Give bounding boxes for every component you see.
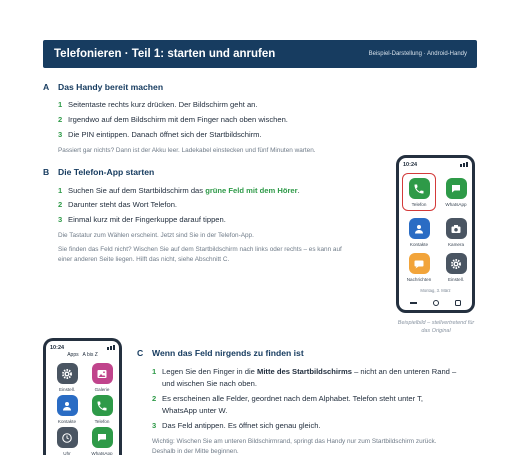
app-galerie[interactable] [85, 363, 119, 392]
back-icon[interactable] [410, 302, 417, 304]
hint-note: Sie finden das Feld nicht? Wischen Sie auf dem Startbildschirm nach links oder rechts – es kann auf einer anderen Seite liegen. Hilft das nicht, siehe Abschnitt C. [58, 246, 342, 263]
step-text: Das Feld antippen. Es öffnet sich genau gleich. [162, 421, 321, 430]
status-time: 10:24 [50, 344, 65, 351]
step-text: Suchen Sie auf dem Startbildschirm das grüne Feld mit dem Hörer. [68, 186, 300, 195]
section-letter: C [137, 348, 144, 358]
step-item [58, 185, 300, 197]
step-text: Einmal kurz mit der Fingerkuppe darauf tippen. [68, 215, 226, 224]
nav-bar [399, 300, 472, 306]
highlight-text: grüne Feld mit dem Hörer [205, 186, 298, 195]
app-label: Einstell. [447, 277, 465, 282]
app-label: Nachrichten [406, 277, 432, 282]
step-number: 1 [58, 186, 63, 195]
step-text: Die PIN eintippen. Danach öffnet sich der Startbildschirm. [68, 130, 262, 139]
section-b-heading [43, 167, 154, 177]
status-bar [50, 343, 115, 352]
app-label: WhatsApp [91, 451, 113, 455]
app-label: Telefon [411, 202, 427, 207]
image-icon [92, 363, 113, 384]
app-label: WhatsApp [445, 202, 467, 207]
page-title: Telefonieren · Teil 1: starten und anrufen [54, 48, 276, 60]
hint-note: Passiert gar nichts? Dann ist der Akku leer. Ladekabel einstecken und fünf Minuten warten. [58, 147, 316, 154]
page-subtitle: Beispiel-Darstellung · Android-Handy [368, 51, 467, 57]
home-icon[interactable] [433, 300, 439, 306]
app-whatsapp[interactable] [439, 178, 473, 207]
step-number: 2 [152, 394, 157, 403]
app-label: Kontakte [57, 419, 77, 424]
app-einstellungen[interactable] [50, 363, 84, 392]
app-uhr[interactable] [50, 427, 84, 455]
step-item [58, 129, 262, 141]
image-caption: Beispielbild – stellvertretend für das Original [397, 320, 475, 334]
step-item [152, 366, 456, 389]
step-number: 2 [58, 115, 63, 124]
gear-icon [446, 253, 467, 274]
clock-icon [57, 427, 78, 448]
step-text: Legen Sie den Finger in die Mitte des Startbildschirms – nicht an den unteren Rand – und wischen Sie nach oben. [162, 367, 457, 388]
step-text: Seitentaste rechts kurz drücken. Der Bildschirm geht an. [68, 100, 258, 109]
section-letter: B [43, 167, 50, 177]
step-item [152, 420, 321, 432]
section-a-heading [43, 82, 163, 92]
section-title: Wenn das Feld nirgends zu finden ist [152, 348, 304, 358]
step-item [58, 114, 288, 126]
date-text: Montag, 3. März [420, 288, 451, 293]
app-label: Kontakte [409, 242, 429, 247]
step-text: Irgendwo auf dem Bildschirm mit dem Finger nach oben wischen. [68, 115, 288, 124]
section-c-heading [137, 348, 304, 358]
app-list-header: Apps A bis Z [67, 352, 98, 358]
person-icon [57, 395, 78, 416]
hint-note: Die Tastatur zum Wählen erscheint. Jetzt sind Sie in der Telefon-App. [58, 232, 254, 239]
app-einstellungen[interactable] [439, 253, 473, 282]
step-number: 1 [58, 100, 63, 109]
status-time: 10:24 [403, 161, 418, 168]
signal-icon [107, 345, 115, 350]
chat-icon [92, 427, 113, 448]
section-title: Die Telefon-App starten [58, 167, 155, 177]
step-text: Es erscheinen alle Felder, geordnet nach dem Alphabet. Telefon steht unter T, WhatsApp unter W. [162, 394, 424, 415]
app-kamera[interactable] [439, 218, 473, 247]
section-letter: A [43, 82, 50, 92]
section-title: Das Handy bereit machen [58, 82, 164, 92]
phone-icon [409, 178, 430, 199]
message-icon [409, 253, 430, 274]
step-item [58, 99, 258, 111]
signal-icon [460, 162, 468, 167]
phone-icon [92, 395, 113, 416]
step-number: 2 [58, 200, 63, 209]
bold-text: Mitte des Startbildschirms [257, 367, 352, 376]
camera-icon [446, 218, 467, 239]
step-number: 3 [152, 421, 157, 430]
phone-app-list [43, 338, 122, 455]
app-kontakte[interactable] [402, 218, 436, 247]
app-nachrichten[interactable] [402, 253, 436, 282]
step-number: 3 [58, 215, 63, 224]
app-label: Galerie [94, 387, 110, 392]
recent-apps-icon[interactable] [455, 300, 461, 306]
app-whatsapp[interactable] [85, 427, 119, 455]
step-item [58, 214, 226, 226]
app-label: Einstell. [58, 387, 76, 392]
step-text: Darunter steht das Wort Telefon. [68, 200, 178, 209]
app-label: Telefon [94, 419, 110, 424]
step-number: 3 [58, 130, 63, 139]
step-number: 1 [152, 367, 157, 376]
phone-home-screen [396, 155, 475, 313]
chat-icon [446, 178, 467, 199]
page-header [43, 40, 477, 68]
app-label: Uhr [63, 451, 71, 455]
app-label: Kamera [447, 242, 465, 247]
status-bar [403, 160, 468, 169]
person-icon [409, 218, 430, 239]
app-telefon[interactable] [85, 395, 119, 424]
step-item [58, 199, 177, 211]
app-kontakte[interactable] [50, 395, 84, 424]
app-telefon[interactable] [402, 173, 436, 211]
gear-icon [57, 363, 78, 384]
step-item [152, 393, 423, 416]
hint-note: Wichtig: Wischen Sie am unteren Bildschirmrand, springt das Handy nur zum Startbildschirm zurück. Deshalb in der Mitte beginnen. [152, 438, 437, 455]
